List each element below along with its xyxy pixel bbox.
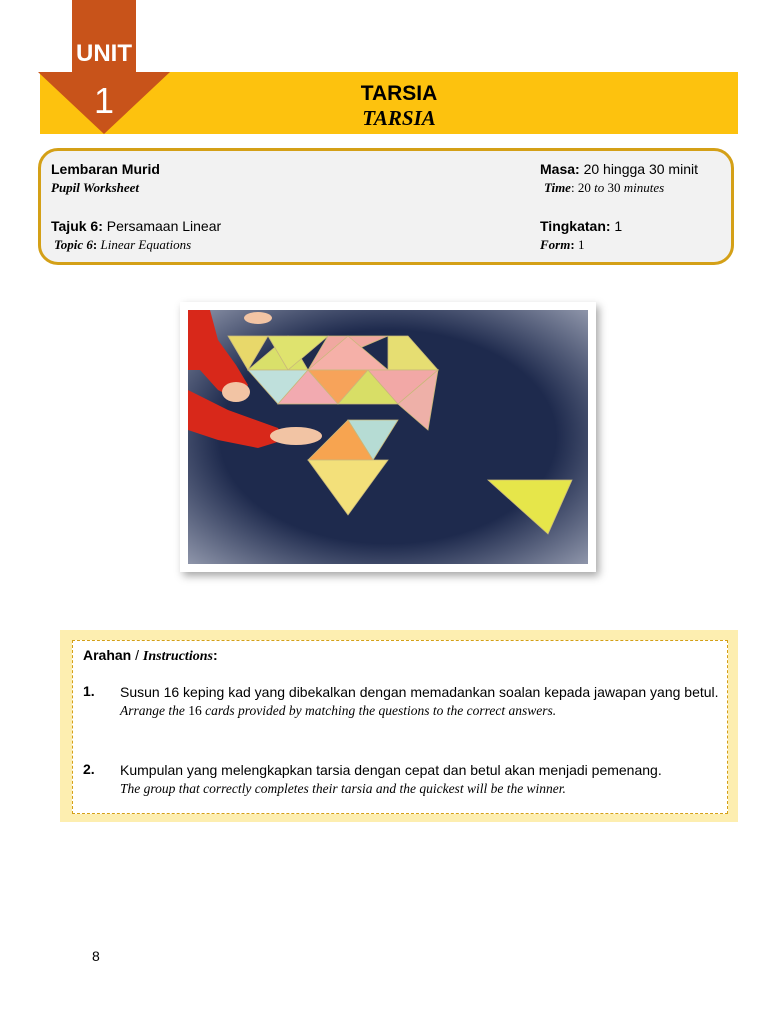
worksheet-info-box xyxy=(38,148,734,265)
instruction-item-2: 2. Kumpulan yang melengkapkan tarsia dengan cepat dan betul akan menjadi pemenang. The group that correctly completes their tarsia and the quickest will be the winner. xyxy=(83,761,662,796)
instructions-box xyxy=(72,640,728,814)
instructions-heading: Arahan / Instructions: xyxy=(83,647,218,664)
tarsia-photo xyxy=(180,302,596,572)
topic-info: Tajuk 6: Persamaan Linear Topic 6: Linear Equations xyxy=(51,218,222,252)
page-number: 8 xyxy=(92,948,100,964)
unit-number: 1 xyxy=(93,80,115,121)
header-title: TARSIA xyxy=(360,82,438,105)
sheet-type: Lembaran Murid Pupil Worksheet xyxy=(51,161,160,195)
time-info: Masa: 20 hingga 30 minit Time: 20 to 30 minutes xyxy=(540,161,698,195)
tarsia-puzzle-image xyxy=(188,310,588,564)
form-info: Tingkatan: 1 Form: 1 xyxy=(540,218,623,252)
instruction-item-1: 1. Susun 16 keping kad yang dibekalkan dengan memadankan soalan kepada jawapan yang betul. Arrange the 16 cards provided by matching the questions to the correct answers. xyxy=(83,683,719,718)
unit-label: UNIT xyxy=(76,40,132,67)
header-subtitle: TARSIA xyxy=(362,106,436,130)
